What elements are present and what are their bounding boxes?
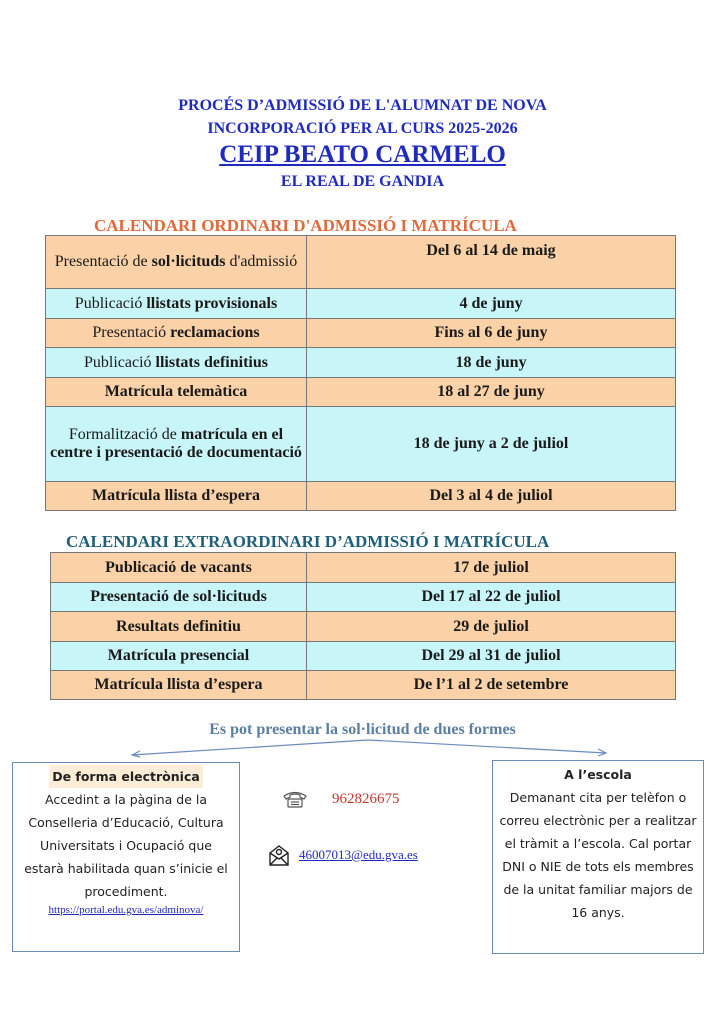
date-cell: De l’1 al 2 de setembre	[307, 671, 676, 700]
date-cell: 17 de juliol	[307, 553, 676, 583]
adminova-link[interactable]: https://portal.edu.gva.es/adminova/	[48, 904, 204, 916]
ordinary-calendar-title: CALENDARI ORDINARI D'ADMISSIÓ I MATRÍCULA	[94, 216, 517, 235]
town-name: EL REAL DE GANDIA	[280, 173, 445, 190]
date-cell: 18 de juny	[307, 348, 676, 378]
step-cell: Matrícula llista d’espera	[46, 482, 307, 511]
school-name: CEIP BEATO CARMELO	[219, 141, 506, 168]
step-cell: Publicació llistats definitius	[46, 348, 307, 378]
table-row	[46, 289, 676, 319]
table-row	[51, 671, 676, 700]
step-cell: Presentació reclamacions	[46, 319, 307, 348]
step-cell: Presentació de sol·licituds d'admissió	[46, 236, 307, 289]
ordinary-calendar-table	[45, 235, 676, 511]
submission-methods-title: Es pot presentar la sol·licitud de dues formes	[209, 721, 516, 738]
step-cell: Matrícula telemàtica	[46, 378, 307, 407]
email-address[interactable]: 46007013@edu.gva.es	[299, 847, 418, 862]
extraordinary-calendar-table	[50, 552, 676, 700]
date-cell: 18 al 27 de juny	[307, 378, 676, 407]
email-contact	[267, 843, 418, 867]
split-arrows-icon	[0, 738, 725, 762]
table-row	[51, 553, 676, 583]
header-line-2: INCORPORACIÓ PER AL CURS 2025-2026	[207, 120, 518, 137]
school-method-text: Demanant cita per telèfon o correu electrònic per a realitzar el tràmit a l’escola. Cal portar DNI o NIE de tots els membres de la unitat familiar majors de 16 anys.	[499, 790, 697, 920]
electronic-method-box	[12, 762, 240, 952]
table-row	[46, 348, 676, 378]
table-row	[46, 378, 676, 407]
step-cell: Publicació de vacants	[51, 553, 307, 583]
table-row	[51, 583, 676, 612]
envelope-at-icon	[267, 843, 291, 867]
table-row	[51, 642, 676, 671]
electronic-method-text: Accedint a la pàgina de la Conselleria d’Educació, Cultura Universitats i Ocupació que estarà habilitada quan s’inicie el procediment.	[24, 792, 228, 899]
phone-number[interactable]: 962826675	[332, 790, 400, 807]
date-cell: 29 de juliol	[307, 612, 676, 642]
date-cell: Fins al 6 de juny	[307, 319, 676, 348]
extraordinary-calendar-title: CALENDARI EXTRAORDINARI D’ADMISSIÓ I MATRÍCULA	[66, 532, 550, 551]
step-cell: Resultats definitiu	[51, 612, 307, 642]
step-cell: Matrícula llista d’espera	[51, 671, 307, 700]
table-row	[46, 482, 676, 511]
date-cell: 18 de juny a 2 de juliol	[307, 407, 676, 482]
date-cell: 4 de juny	[307, 289, 676, 319]
telephone-icon	[282, 790, 308, 808]
step-cell: Formalització de matrícula en el centre i presentació de documentació	[46, 407, 307, 482]
date-cell: Del 29 al 31 de juliol	[307, 642, 676, 671]
step-cell: Presentació de sol·licituds	[51, 583, 307, 612]
table-row	[46, 407, 676, 482]
school-method-title: A l’escola	[564, 767, 632, 782]
table-row	[51, 612, 676, 642]
table-row	[46, 319, 676, 348]
school-method-box	[492, 760, 704, 954]
step-cell: Matrícula presencial	[51, 642, 307, 671]
date-cell: Del 6 al 14 de maig	[307, 236, 676, 289]
phone-contact	[282, 790, 400, 808]
electronic-method-title: De forma electrònica	[49, 765, 203, 788]
date-cell: Del 3 al 4 de juliol	[307, 482, 676, 511]
table-row	[46, 236, 676, 289]
header-line-1: PROCÉS D’ADMISSIÓ DE L'ALUMNAT DE NOVA	[178, 97, 547, 114]
date-cell: Del 17 al 22 de juliol	[307, 583, 676, 612]
step-cell: Publicació llistats provisionals	[46, 289, 307, 319]
